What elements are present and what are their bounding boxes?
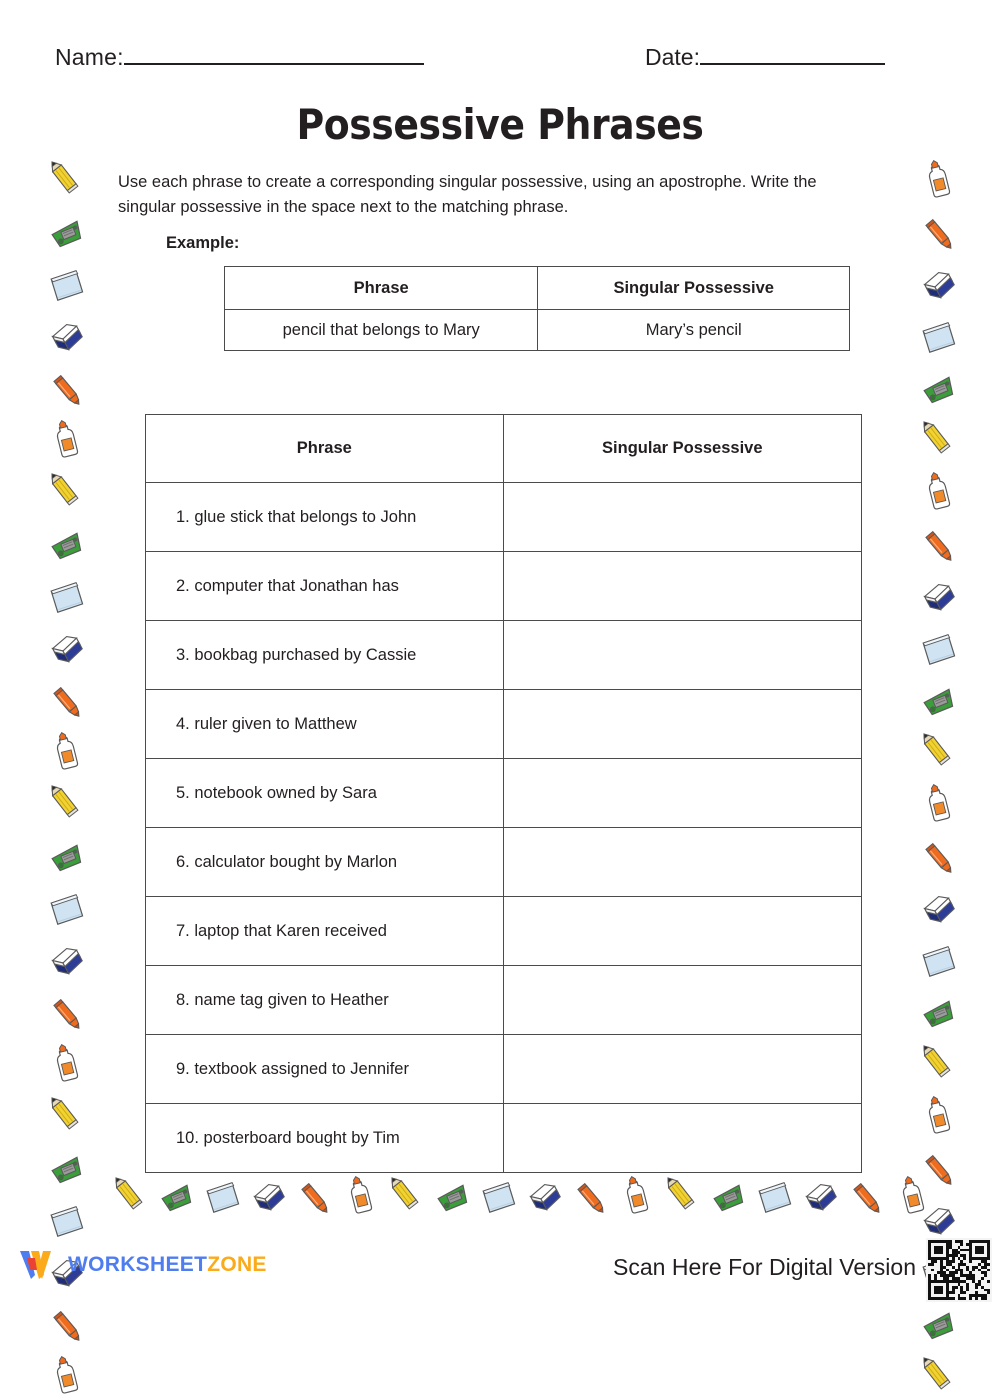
left-decorative-border <box>38 160 96 1160</box>
sharpener-icon <box>917 368 961 412</box>
phrase-cell-8: 8. name tag given to Heather <box>146 966 504 1035</box>
eraser-icon <box>45 940 89 984</box>
glue-icon <box>45 732 89 776</box>
example-phrase-cell: pencil that belongs to Mary <box>225 310 538 351</box>
sharpener-icon <box>431 1176 475 1220</box>
marker-icon <box>917 524 961 568</box>
pencil-icon <box>917 420 961 464</box>
sharpener-icon <box>45 524 89 568</box>
answer-cell-9[interactable] <box>503 1035 861 1104</box>
scan-instruction-text: Scan Here For Digital Version <box>613 1254 916 1280</box>
glue-icon <box>891 1176 935 1220</box>
pencil-icon <box>917 1044 961 1088</box>
example-table <box>224 266 850 351</box>
sharpener-icon <box>155 1176 199 1220</box>
marker-icon <box>569 1176 613 1220</box>
right-decorative-border <box>910 160 968 1160</box>
paper-icon <box>45 888 89 932</box>
table-row <box>146 966 862 1035</box>
eraser-icon <box>917 576 961 620</box>
sharpener-icon <box>45 836 89 880</box>
paper-icon <box>45 576 89 620</box>
pencil-icon <box>917 732 961 776</box>
qr-code[interactable] <box>926 1238 992 1302</box>
phrase-cell-2: 2. computer that Jonathan has <box>146 552 504 621</box>
glue-icon <box>917 1096 961 1140</box>
sharpener-icon <box>917 1304 961 1348</box>
table-row <box>146 1104 862 1173</box>
date-field-group <box>645 44 885 71</box>
glue-icon <box>45 420 89 464</box>
qr-module <box>987 1297 990 1300</box>
example-table-header-row <box>225 267 850 310</box>
eraser-icon <box>799 1176 843 1220</box>
date-input-line[interactable] <box>700 46 885 65</box>
eraser-icon <box>247 1176 291 1220</box>
table-row <box>146 621 862 690</box>
phrase-cell-6: 6. calculator bought by Marlon <box>146 828 504 897</box>
paper-icon <box>477 1176 521 1220</box>
pencil-icon <box>45 784 89 828</box>
answer-cell-2[interactable] <box>503 552 861 621</box>
col-phrase-header: Phrase <box>146 415 504 483</box>
answer-cell-8[interactable] <box>503 966 861 1035</box>
example-col-phrase-header: Phrase <box>225 267 538 310</box>
answer-cell-5[interactable] <box>503 759 861 828</box>
example-col-possessive-header: Singular Possessive <box>538 267 850 310</box>
pencil-icon <box>45 1096 89 1140</box>
marker-icon <box>917 212 961 256</box>
answer-cell-10[interactable] <box>503 1104 861 1173</box>
pencil-icon <box>109 1176 153 1220</box>
paper-icon <box>917 940 961 984</box>
marker-icon <box>45 992 89 1036</box>
table-row <box>146 759 862 828</box>
date-label: Date: <box>645 44 700 70</box>
col-possessive-header: Singular Possessive <box>503 415 861 483</box>
name-label: Name: <box>55 44 124 70</box>
table-row <box>146 897 862 966</box>
paper-icon <box>917 628 961 672</box>
eraser-icon <box>45 316 89 360</box>
sharpener-icon <box>707 1176 751 1220</box>
pencil-icon <box>45 160 89 204</box>
answer-cell-4[interactable] <box>503 690 861 759</box>
pencil-icon <box>45 472 89 516</box>
marker-icon <box>45 1304 89 1348</box>
glue-icon <box>45 1356 89 1400</box>
paper-icon <box>201 1176 245 1220</box>
worksheet-zone-logo[interactable] <box>18 1248 267 1282</box>
name-field-group <box>55 44 424 71</box>
eraser-icon <box>523 1176 567 1220</box>
glue-icon <box>917 160 961 204</box>
phrase-cell-9: 9. textbook assigned to Jennifer <box>146 1035 504 1104</box>
bottom-decorative-border <box>108 1172 898 1224</box>
table-row <box>146 552 862 621</box>
table-row <box>146 1035 862 1104</box>
table-row <box>225 310 850 351</box>
brand-wordmark <box>68 1253 267 1277</box>
table-row <box>146 483 862 552</box>
phrase-cell-7: 7. laptop that Karen received <box>146 897 504 966</box>
brand-worksheet-text: WORKSHEET <box>68 1253 208 1276</box>
answer-cell-1[interactable] <box>503 483 861 552</box>
glue-icon <box>917 472 961 516</box>
phrase-cell-1: 1. glue stick that belongs to John <box>146 483 504 552</box>
name-input-line[interactable] <box>124 46 424 65</box>
logo-w-icon <box>18 1248 58 1282</box>
phrase-cell-3: 3. bookbag purchased by Cassie <box>146 621 504 690</box>
marker-icon <box>845 1176 889 1220</box>
page-footer <box>0 1238 1000 1294</box>
marker-icon <box>45 368 89 412</box>
pencil-icon <box>661 1176 705 1220</box>
phrase-cell-10: 10. posterboard bought by Tim <box>146 1104 504 1173</box>
brand-zone-text: ZONE <box>207 1253 267 1276</box>
page-title: Possessive Phrases <box>296 100 704 149</box>
eraser-icon <box>917 264 961 308</box>
sharpener-icon <box>45 212 89 256</box>
exercise-table-header-row <box>146 415 862 483</box>
table-row <box>146 690 862 759</box>
eraser-icon <box>917 888 961 932</box>
glue-icon <box>917 784 961 828</box>
paper-icon <box>45 264 89 308</box>
phrase-cell-4: 4. ruler given to Matthew <box>146 690 504 759</box>
student-info-row <box>0 44 1000 80</box>
exercise-table <box>145 414 862 1173</box>
phrase-cell-5: 5. notebook owned by Sara <box>146 759 504 828</box>
pencil-icon <box>385 1176 429 1220</box>
pencil-icon <box>917 1356 961 1400</box>
answer-cell-3[interactable] <box>503 621 861 690</box>
eraser-icon <box>45 628 89 672</box>
example-label: Example: <box>166 234 240 252</box>
example-possessive-cell: Mary’s pencil <box>538 310 850 351</box>
glue-icon <box>339 1176 383 1220</box>
answer-cell-7[interactable] <box>503 897 861 966</box>
answer-cell-6[interactable] <box>503 828 861 897</box>
marker-icon <box>917 836 961 880</box>
instructions-text: Use each phrase to create a corresponding singular possessive, using an apostrophe. Write the singular possessive in the space next to the matching phrase. <box>118 173 817 216</box>
marker-icon <box>293 1176 337 1220</box>
glue-icon <box>45 1044 89 1088</box>
sharpener-icon <box>917 992 961 1036</box>
table-row <box>146 828 862 897</box>
sharpener-icon <box>45 1148 89 1192</box>
paper-icon <box>917 316 961 360</box>
paper-icon <box>753 1176 797 1220</box>
marker-icon <box>45 680 89 724</box>
sharpener-icon <box>917 680 961 724</box>
glue-icon <box>615 1176 659 1220</box>
